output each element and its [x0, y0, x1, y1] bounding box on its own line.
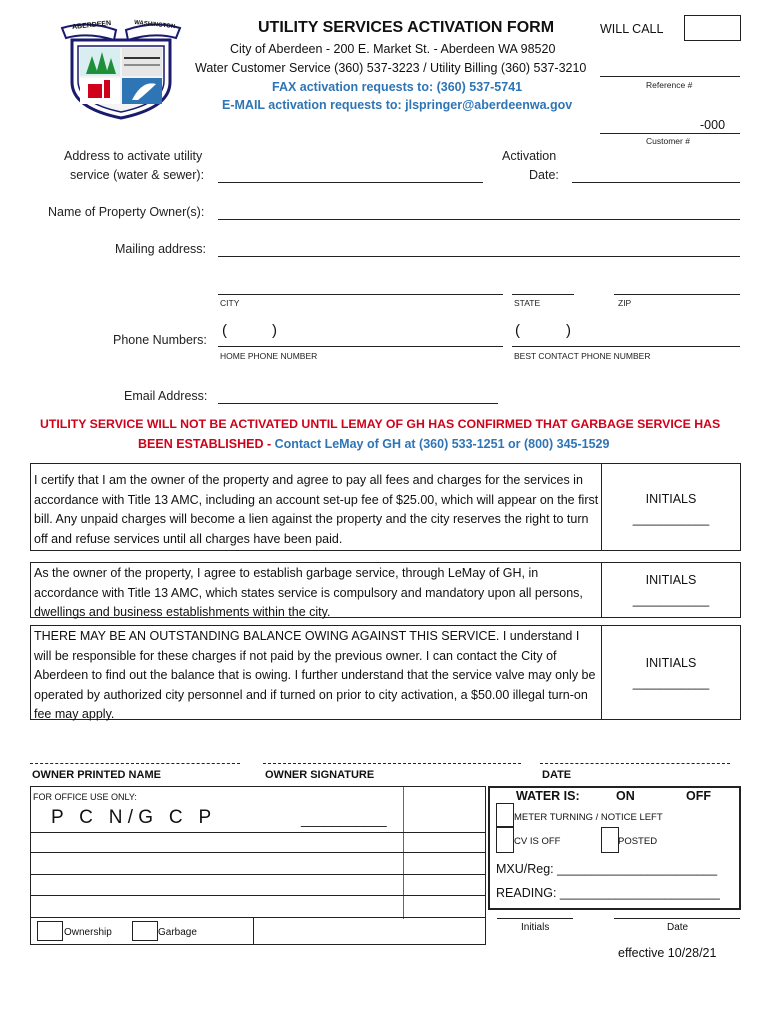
owner-name-field[interactable] [218, 219, 740, 220]
service-address-field[interactable] [218, 182, 483, 183]
reading-field[interactable]: READING: _______________________ [496, 886, 720, 900]
agreement-text-3: THERE MAY BE AN OUTSTANDING BALANCE OWING AGAINST THIS SERVICE. I understand I will be responsible for these charges if not paid by the previous owner. I can contact the City of Aberdeen to find out the balance that is owing. I further understand that the service valve may only be operated by authorized city personnel and if turned on prior to city activation, a $50.00 illegal turn-on fee may apply. [34, 629, 596, 721]
owner-signature-field[interactable] [263, 763, 521, 764]
office-codes-blank[interactable]: ___________ [301, 811, 387, 827]
email-address-field[interactable] [218, 403, 498, 404]
cv-off-label: CV IS OFF [514, 836, 561, 847]
office-use-label: FOR OFFICE USE ONLY: [33, 792, 137, 802]
agreement-box-3 [30, 625, 741, 720]
posted-label: POSTED [618, 836, 658, 847]
warning-line2 [138, 437, 609, 451]
customer-label: Customer # [646, 136, 690, 146]
water-status-panel [488, 786, 741, 910]
office-date-field[interactable] [614, 918, 740, 919]
agreement-text-2: As the owner of the property, I agree to establish garbage service, through LeMay of GH, in accordance with Title 13 AMC, which states service is compulsory and mandatory upon all persons, dwellings and business establishments within the city. [34, 566, 583, 619]
ownership-checkbox[interactable] [37, 921, 63, 941]
activation-date-field[interactable] [572, 182, 740, 183]
best-phone-paren-close: ) [566, 322, 571, 339]
initials-label-3: INITIALS [645, 656, 697, 670]
meter-turning-label: METER TURNING / NOTICE LEFT [514, 812, 663, 823]
owner-signature-label: OWNER SIGNATURE [265, 769, 375, 781]
owner-printed-name-label: OWNER PRINTED NAME [32, 769, 161, 781]
office-date-label: Date [667, 922, 689, 933]
warning-lemay-contact: Contact LeMay of GH at (360) 533-1251 or (800) 345-1529 [274, 437, 610, 451]
agreement-box-2 [30, 562, 741, 618]
signature-date-label: DATE [542, 769, 572, 781]
activation-label-line2: Date: [529, 168, 559, 182]
best-phone-paren-open: ( [515, 322, 520, 339]
reference-field[interactable] [600, 76, 740, 77]
best-phone-caption: BEST CONTACT PHONE NUMBER [514, 351, 651, 361]
form-title: UTILITY SERVICES ACTIVATION FORM [258, 19, 555, 36]
address-label-line1: Address to activate utility [64, 149, 203, 163]
initials-field-1[interactable]: ___________ [632, 512, 710, 526]
activation-label-line1: Activation [502, 149, 557, 163]
initials-field-3[interactable]: ___________ [632, 676, 710, 690]
water-off-label: OFF [686, 789, 711, 803]
zip-field[interactable] [614, 294, 740, 295]
city-seal-logo [58, 18, 184, 120]
reference-label: Reference # [646, 80, 693, 90]
mailing-address-field[interactable] [218, 256, 740, 257]
will-call-box[interactable] [684, 15, 741, 41]
state-caption: STATE [514, 298, 541, 308]
agreement-text-1: I certify that I am the owner of the property and agree to pay all fees and charges for the services in accordance with Title 13 AMC, including an account set-up fee of $25.00, which will appear on the first bill. Any unpaid charges will become a lien against the property and the city reserves the right to turn off and refuse services until all charges have been paid. [34, 473, 599, 546]
signature-date-field[interactable] [540, 763, 730, 764]
warning-line1: UTILITY SERVICE WILL NOT BE ACTIVATED UNTIL LEMAY OF GH HAS CONFIRMED THAT GARBAGE SERVICE HAS [40, 417, 721, 431]
home-phone-paren-open: ( [222, 322, 227, 339]
office-use-panel [30, 786, 486, 945]
logo-left-text: ABERDEEN [71, 19, 112, 32]
water-on-label: ON [616, 789, 635, 803]
city-caption: CITY [220, 298, 240, 308]
header-phones: Water Customer Service (360) 537-3223 / Utility Billing (360) 537-3210 [195, 61, 587, 75]
will-call-label: WILL CALL [600, 22, 664, 36]
owner-name-label: Name of Property Owner(s): [48, 205, 205, 219]
garbage-checkbox[interactable] [132, 921, 158, 941]
home-phone-field[interactable] [218, 346, 503, 347]
customer-field[interactable] [600, 133, 740, 134]
warning-established: BEEN ESTABLISHED - [138, 437, 275, 451]
effective-date: effective 10/28/21 [618, 946, 717, 960]
logo-right-text: WASHINGTON [133, 19, 176, 31]
office-initials-label: Initials [521, 922, 550, 933]
water-is-label: WATER IS: [516, 789, 580, 803]
customer-suffix: -000 [700, 118, 726, 132]
state-field[interactable] [512, 294, 574, 295]
zip-caption: ZIP [618, 298, 632, 308]
mailing-address-label: Mailing address: [115, 242, 207, 256]
initials-label-1: INITIALS [645, 492, 697, 506]
office-initials-field[interactable] [497, 918, 573, 919]
header-address: City of Aberdeen - 200 E. Market St. - Aberdeen WA 98520 [230, 42, 556, 56]
home-phone-paren-close: ) [272, 322, 277, 339]
agreement-box-1 [30, 463, 741, 551]
office-status-codes: P C N / G C P [51, 807, 212, 828]
owner-printed-name-field[interactable] [30, 763, 240, 764]
address-label-line2: service (water & sewer): [70, 168, 205, 182]
initials-label-2: INITIALS [645, 573, 697, 587]
header-fax: FAX activation requests to: (360) 537-5741 [272, 80, 523, 94]
home-phone-caption: HOME PHONE NUMBER [220, 351, 318, 361]
mxu-reg-field[interactable]: MXU/Reg: _______________________ [496, 862, 718, 876]
phone-numbers-label: Phone Numbers: [113, 333, 207, 347]
garbage-label: Garbage [158, 927, 197, 938]
best-phone-field[interactable] [512, 346, 740, 347]
initials-field-2[interactable]: ___________ [632, 593, 710, 607]
ownership-label: Ownership [64, 927, 112, 938]
meter-turning-checkbox[interactable] [496, 803, 514, 827]
cv-off-checkbox[interactable] [496, 827, 514, 853]
header-email: E-MAIL activation requests to: jlspringer@aberdeenwa.gov [222, 98, 573, 112]
email-address-label: Email Address: [124, 389, 208, 403]
city-field[interactable] [218, 294, 503, 295]
posted-checkbox[interactable] [601, 827, 619, 853]
